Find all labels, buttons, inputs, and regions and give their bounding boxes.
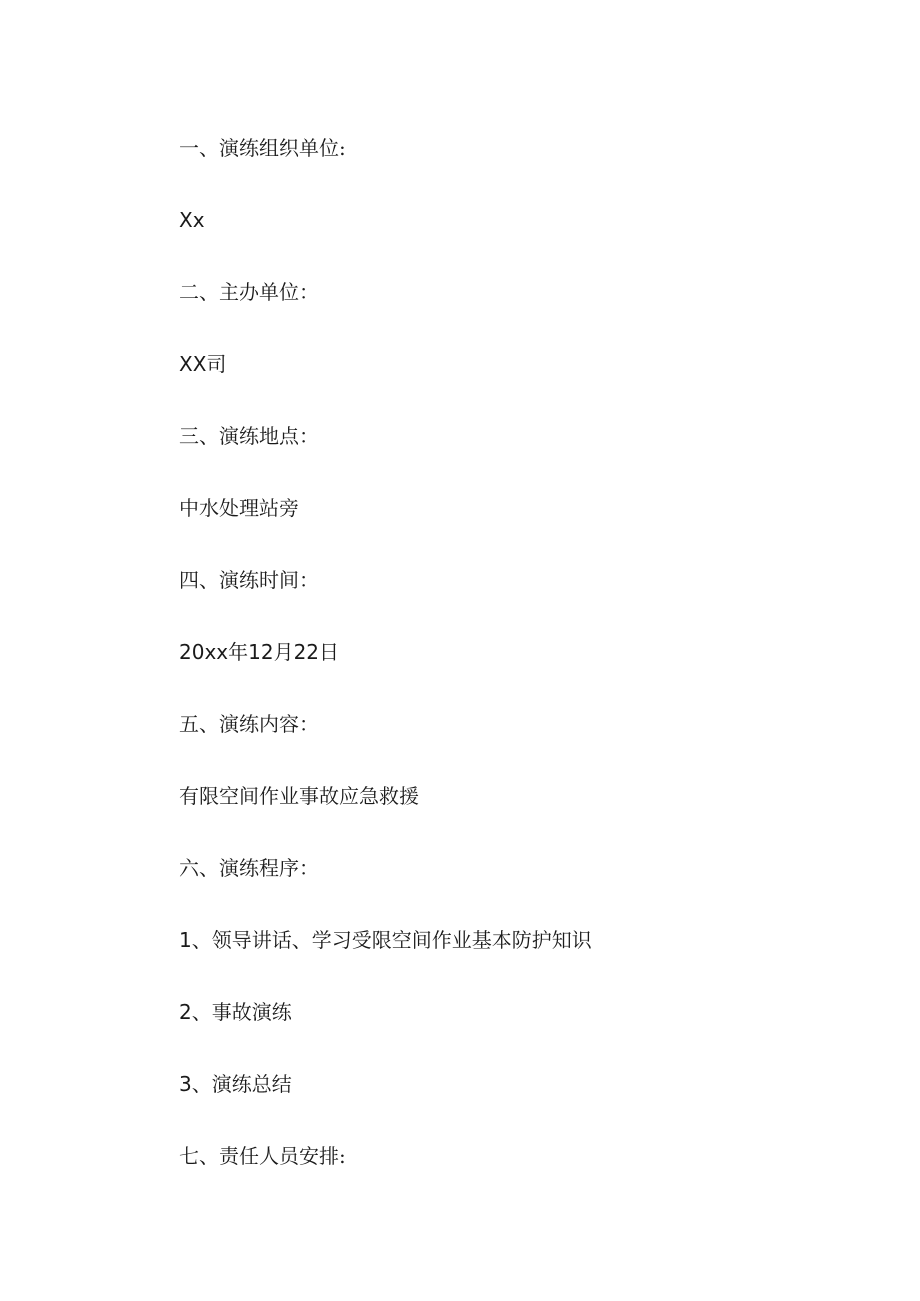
content-value: 有限空间作业事故应急救援 (179, 784, 419, 808)
section-heading-host: 二、主办单位： (179, 280, 319, 304)
time-value: 20xx年12月22日 (179, 640, 340, 664)
section-heading-location: 三、演练地点： (179, 424, 319, 448)
location-value: 中水处理站旁 (179, 496, 299, 520)
host-value: XX司 (179, 352, 227, 376)
section-heading-time: 四、演练时间： (179, 568, 319, 592)
section-heading-procedure: 六、演练程序： (179, 856, 319, 880)
organizer-value: Xx (179, 208, 205, 232)
section-heading-organizer: 一、演练组织单位: (179, 136, 346, 160)
section-heading-personnel: 七、责任人员安排: (179, 1144, 346, 1168)
section-heading-content: 五、演练内容： (179, 712, 319, 736)
procedure-step-2: 2、事故演练 (179, 1000, 292, 1024)
procedure-step-1: 1、领导讲话、学习受限空间作业基本防护知识 (179, 928, 592, 952)
procedure-step-3: 3、演练总结 (179, 1072, 292, 1096)
